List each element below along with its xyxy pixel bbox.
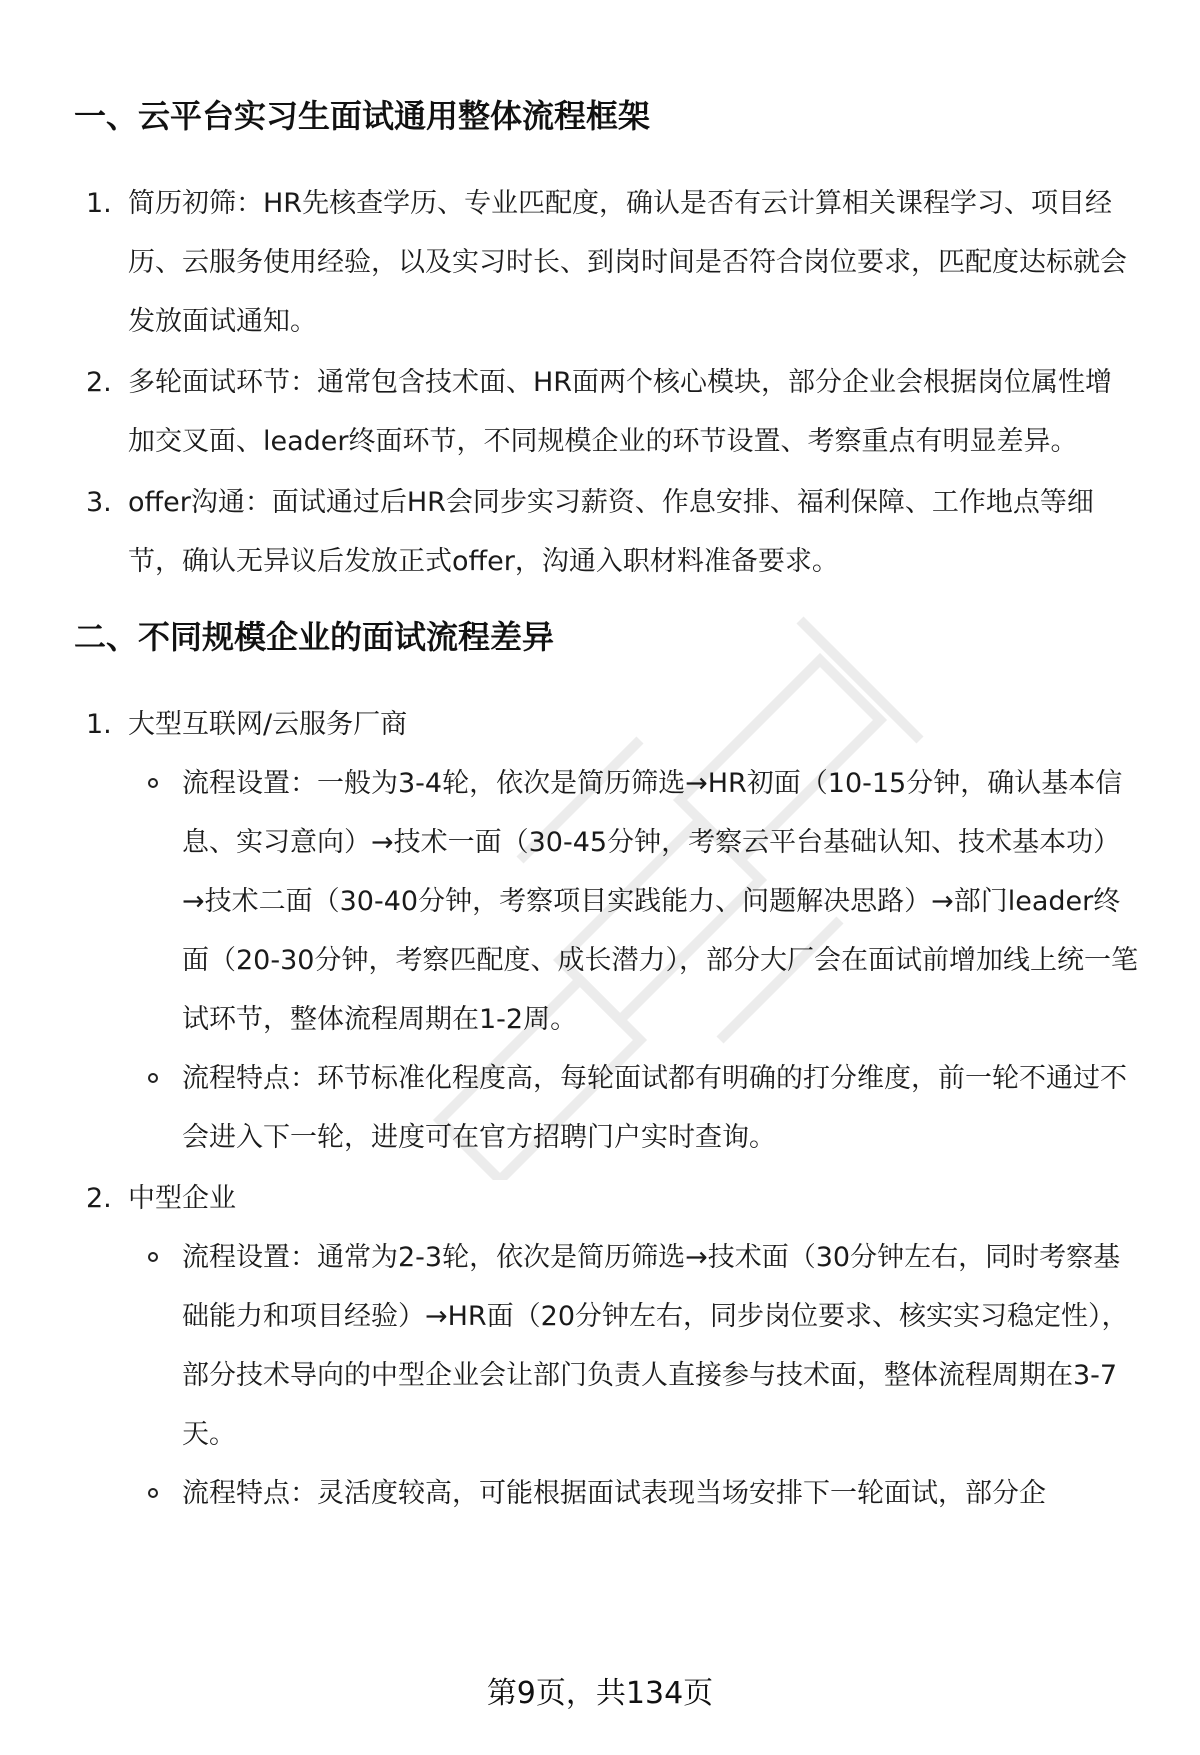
circle-bullet-icon [148, 1073, 158, 1083]
sub-list [128, 1228, 1138, 1523]
sub-list-item-text: 流程设置：一般为3-4轮，依次是简历筛选→HR初面（10-15分钟，确认基本信息、实习意向）→技术一面（30-45分钟，考察云平台基础认知、技术基本功）→技术二面（30-40分钟，考察项目实践能力、问题解决思路）→部门leader终面（20-30分钟，考察匹配度、成长潜力），部分大厂会在面试前增加线上统一笔试环节，整体流程周期在1-2周。 [182, 768, 1138, 1035]
section-2-list [74, 695, 1138, 1523]
circle-bullet-icon [148, 1252, 158, 1262]
list-item-text: 中型企业 [128, 1183, 236, 1214]
section-1-list [74, 174, 1138, 591]
list-number: 1. [86, 709, 112, 740]
list-item [74, 174, 1138, 351]
list-item [74, 695, 1138, 1167]
list-item [74, 1169, 1138, 1523]
sub-list-item-text: 流程特点：环节标准化程度高，每轮面试都有明确的打分维度，前一轮不通过不会进入下一轮，进度可在官方招聘门户实时查询。 [182, 1063, 1127, 1153]
sub-list-item [128, 1228, 1138, 1464]
list-item-text: 多轮面试环节：通常包含技术面、HR面两个核心模块，部分企业会根据岗位属性增加交叉面、leader终面环节，不同规模企业的环节设置、考察重点有明显差异。 [128, 367, 1113, 457]
list-number: 2. [86, 367, 112, 398]
list-item-text: offer沟通：面试通过后HR会同步实习薪资、作息安排、福利保障、工作地点等细节，确认无异议后发放正式offer，沟通入职材料准备要求。 [128, 487, 1094, 577]
list-number: 1. [86, 188, 112, 219]
page-footer: 第9页，共134页 [486, 1676, 714, 1711]
section-heading-2: 二、不同规模企业的面试流程差异 [74, 618, 555, 656]
list-item [74, 353, 1138, 471]
list-item-text: 简历初筛：HR先核查学历、专业匹配度，确认是否有云计算相关课程学习、项目经历、云服务使用经验，以及实习时长、到岗时间是否符合岗位要求，匹配度达标就会发放面试通知。 [128, 188, 1127, 337]
circle-bullet-icon [148, 1488, 158, 1498]
sub-list-item [128, 1464, 1138, 1523]
list-number: 2. [86, 1183, 112, 1214]
sub-list-item-text: 流程特点：灵活度较高，可能根据面试表现当场安排下一轮面试，部分企 [182, 1478, 1046, 1509]
list-item-text: 大型互联网/云服务厂商 [128, 709, 408, 740]
list-number: 3. [86, 487, 112, 518]
sub-list-item [128, 1049, 1138, 1167]
sub-list [128, 754, 1138, 1167]
list-item [74, 473, 1138, 591]
sub-list-item [128, 754, 1138, 1049]
section-heading-1: 一、云平台实习生面试通用整体流程框架 [74, 97, 651, 135]
circle-bullet-icon [148, 778, 158, 788]
sub-list-item-text: 流程设置：通常为2-3轮，依次是简历筛选→技术面（30分钟左右，同时考察基础能力和项目经验）→HR面（20分钟左右，同步岗位要求、核实实习稳定性），部分技术导向的中型企业会让部门负责人直接参与技术面，整体流程周期在3-7天。 [182, 1242, 1129, 1450]
